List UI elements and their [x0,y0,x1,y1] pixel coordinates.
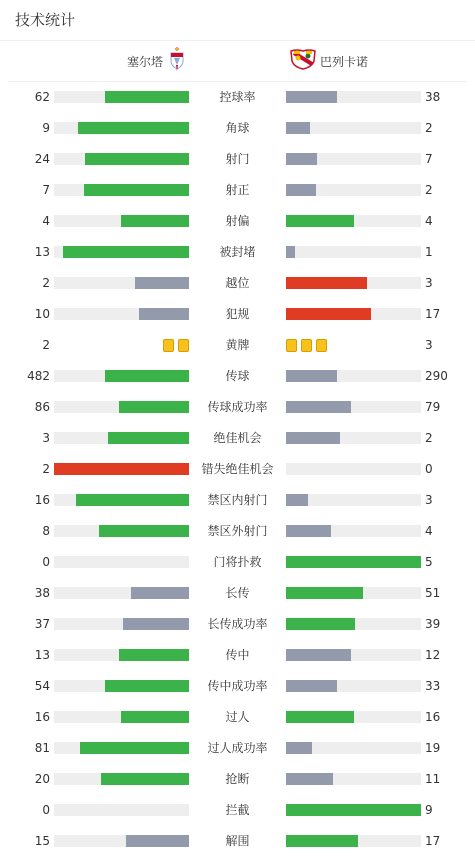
home-value: 0 [42,555,50,569]
home-bar-fill [119,649,189,661]
away-bar-track [286,494,421,506]
home-yellow-cards [163,339,189,352]
away-bar-track [286,401,421,413]
home-bar-track [54,618,189,630]
away-bar-track [286,122,421,134]
home-team-name: 塞尔塔 [126,54,163,69]
away-bar-track [286,711,421,723]
away-value: 5 [425,555,433,569]
stat-row [0,144,475,175]
home-value: 9 [42,121,50,135]
home-value: 8 [42,524,50,538]
home-bar-fill [54,463,189,475]
stat-row [0,361,475,392]
away-value: 0 [425,462,433,476]
stat-row [0,547,475,578]
stat-row [0,640,475,671]
home-bar-track [54,91,189,103]
away-bar-track [286,370,421,382]
stat-label: 传球成功率 [207,400,268,414]
away-bar-track [286,277,421,289]
away-team-crest-icon [290,48,316,74]
home-bar-track [54,370,189,382]
away-value: 290 [425,369,448,383]
page-title: 技术统计 [15,11,76,29]
away-value: 2 [425,431,433,445]
home-value: 38 [34,586,50,600]
away-bar-track [286,680,421,692]
home-bar-track [54,308,189,320]
home-bar-fill [99,525,189,537]
away-bar-fill [286,773,333,785]
away-value: 19 [425,741,441,755]
away-bar-fill [286,370,337,382]
home-bar-fill [105,91,189,103]
home-bar-track [54,463,189,475]
away-value: 4 [425,214,433,228]
home-value: 24 [34,152,50,166]
stat-row [0,516,475,547]
home-value: 482 [27,369,50,383]
away-bar-track [286,91,421,103]
team-header [0,41,475,81]
home-bar-fill [121,215,189,227]
home-value: 0 [42,803,50,817]
stat-row [0,578,475,609]
away-team[interactable] [290,41,368,81]
stat-label: 犯规 [225,307,250,321]
away-bar-track [286,184,421,196]
home-bar-track [54,122,189,134]
away-bar-fill [286,91,337,103]
yellow-card-icon [316,339,327,352]
home-bar-fill [121,711,189,723]
away-bar-fill [286,308,371,320]
away-value: 17 [425,307,441,321]
stat-row [0,764,475,795]
home-value: 16 [34,710,50,724]
yellow-card-icon [286,339,297,352]
stat-row [0,702,475,733]
stat-label: 射偏 [225,214,250,228]
away-bar-fill [286,556,421,568]
home-bar-track [54,773,189,785]
away-bar-track [286,618,421,630]
stat-label: 传中 [225,648,250,662]
stat-row [0,268,475,299]
home-bar-fill [63,246,189,258]
home-value: 62 [34,90,50,104]
stat-row [0,826,475,857]
away-bar-track [286,463,421,475]
home-value: 86 [34,400,50,414]
away-value: 38 [425,90,441,104]
stat-row [0,392,475,423]
home-bar-fill [131,587,189,599]
stat-row [0,423,475,454]
away-value: 3 [425,276,433,290]
stat-row [0,237,475,268]
home-bar-track [54,711,189,723]
away-bar-fill [286,122,310,134]
home-bar-track [54,215,189,227]
stat-label: 角球 [225,121,250,135]
away-bar-fill [286,742,312,754]
home-bar-fill [139,308,189,320]
away-value: 12 [425,648,441,662]
home-value: 10 [34,307,50,321]
stat-row [0,299,475,330]
away-bar-track [286,153,421,165]
away-bar-fill [286,680,337,692]
away-bar-fill [286,153,317,165]
stat-label: 黄牌 [225,338,250,352]
stat-label: 过人成功率 [207,741,268,755]
home-bar-track [54,432,189,444]
away-bar-fill [286,432,340,444]
yellow-card-icon [178,339,189,352]
home-bar-track [54,680,189,692]
away-value: 39 [425,617,441,631]
home-bar-track [54,742,189,754]
home-bar-track [54,184,189,196]
away-bar-track [286,649,421,661]
away-value: 51 [425,586,441,600]
stat-row [0,330,475,361]
stat-label: 长传成功率 [207,617,268,631]
stat-label: 禁区内射门 [207,493,268,507]
stat-row [0,113,475,144]
away-bar-fill [286,277,367,289]
home-value: 37 [34,617,50,631]
away-value: 4 [425,524,433,538]
home-value: 54 [34,679,50,693]
away-bar-fill [286,835,358,847]
away-bar-fill [286,711,354,723]
away-bar-track [286,835,421,847]
home-bar-track [54,277,189,289]
home-bar-fill [123,618,189,630]
stat-label: 门将扑救 [213,555,262,569]
away-bar-track [286,587,421,599]
away-value: 7 [425,152,433,166]
away-bar-track [286,773,421,785]
stat-label: 传球 [225,369,250,383]
away-bar-fill [286,649,351,661]
home-value: 15 [34,834,50,848]
home-bar-fill [135,277,189,289]
stat-row [0,485,475,516]
away-value: 9 [425,803,433,817]
away-value: 3 [425,338,433,352]
stat-label: 错失绝佳机会 [201,462,274,476]
stat-label: 绝佳机会 [213,431,262,445]
stat-label: 禁区外射门 [207,524,268,538]
stat-row [0,82,475,113]
home-bar-track [54,494,189,506]
home-team-crest-icon [169,46,185,76]
away-bar-fill [286,246,295,258]
home-value: 13 [34,245,50,259]
stat-label: 控球率 [219,90,256,104]
home-value: 81 [34,741,50,755]
stat-row [0,671,475,702]
home-bar-fill [78,122,189,134]
stat-label: 传中成功率 [207,679,268,693]
away-bar-track [286,804,421,816]
home-value: 2 [42,338,50,352]
away-bar-fill [286,525,331,537]
stat-label: 长传 [225,586,250,600]
home-bar-fill [119,401,189,413]
stat-label: 拦截 [225,803,250,817]
home-bar-track [54,153,189,165]
away-bar-fill [286,618,355,630]
stat-label: 射门 [225,152,250,166]
stat-label: 射正 [225,183,250,197]
home-bar-fill [101,773,189,785]
stat-row [0,454,475,485]
home-bar-fill [85,153,189,165]
home-bar-track [54,804,189,816]
stat-row [0,795,475,826]
home-value: 16 [34,493,50,507]
away-value: 33 [425,679,441,693]
home-value: 13 [34,648,50,662]
home-bar-fill [126,835,189,847]
away-bar-track [286,525,421,537]
stat-row [0,175,475,206]
yellow-card-icon [163,339,174,352]
home-value: 3 [42,431,50,445]
stat-label: 越位 [225,276,250,290]
away-value: 2 [425,183,433,197]
home-bar-fill [84,184,189,196]
yellow-card-icon [301,339,312,352]
home-bar-fill [76,494,189,506]
home-value: 2 [42,462,50,476]
stat-label: 过人 [225,710,250,724]
home-bar-fill [105,370,189,382]
away-bar-track [286,215,421,227]
stat-label: 解围 [225,834,250,848]
home-value: 20 [34,772,50,786]
away-bar-fill [286,587,363,599]
stat-row [0,206,475,237]
home-bar-track [54,649,189,661]
home-bar-fill [80,742,189,754]
home-bar-track [54,525,189,537]
away-bar-track [286,432,421,444]
away-value: 1 [425,245,433,259]
away-bar-fill [286,401,351,413]
home-bar-track [54,246,189,258]
away-value: 79 [425,400,441,414]
away-value: 16 [425,710,441,724]
away-bar-track [286,742,421,754]
home-value: 2 [42,276,50,290]
stat-row [0,609,475,640]
home-team[interactable] [127,41,185,81]
stat-label: 被封堵 [219,245,256,259]
away-bar-fill [286,494,308,506]
home-bar-track [54,835,189,847]
home-bar-track [54,401,189,413]
home-bar-track [54,587,189,599]
home-value: 4 [42,214,50,228]
away-yellow-cards [286,339,327,352]
home-bar-fill [105,680,189,692]
home-bar-fill [108,432,189,444]
away-bar-fill [286,215,354,227]
away-bar-track [286,246,421,258]
away-team-name: 巴列卡诺 [320,54,369,69]
away-value: 2 [425,121,433,135]
away-value: 17 [425,834,441,848]
stat-row [0,733,475,764]
away-bar-track [286,308,421,320]
away-bar-fill [286,804,421,816]
home-bar-track [54,556,189,568]
away-bar-track [286,556,421,568]
away-value: 3 [425,493,433,507]
home-value: 7 [42,183,50,197]
away-value: 11 [425,772,441,786]
stat-label: 抢断 [225,772,250,786]
away-bar-fill [286,184,316,196]
